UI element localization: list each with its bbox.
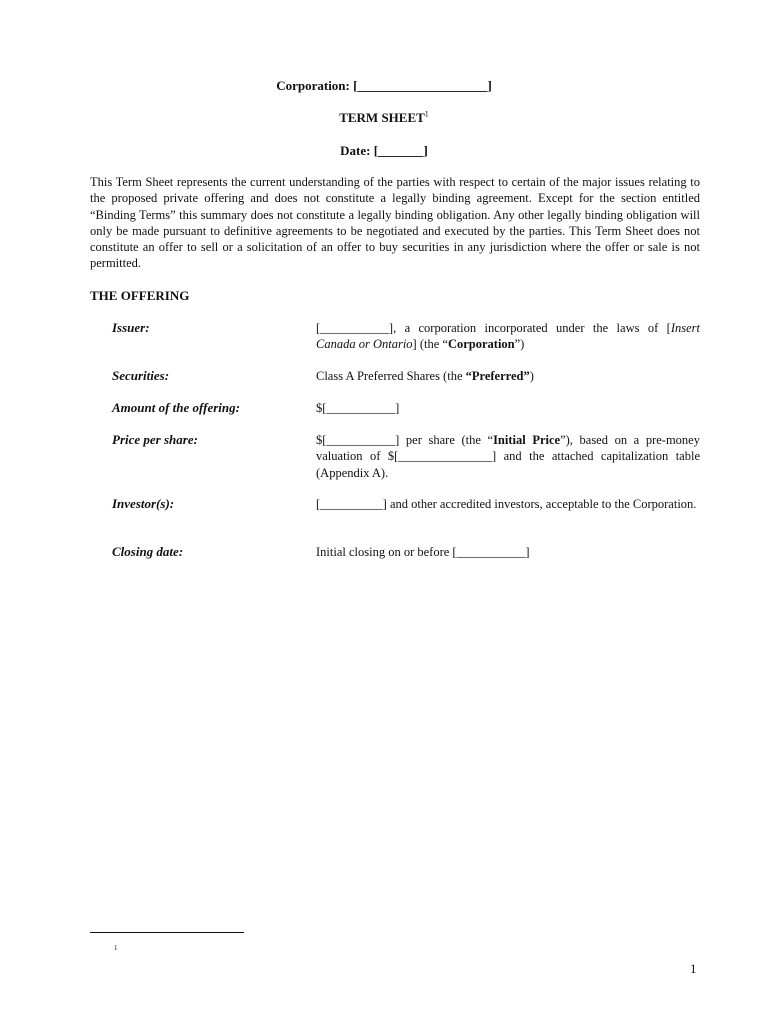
footnote-mark: 1 — [114, 944, 118, 952]
closing-value: Initial closing on or before [___________] — [316, 545, 530, 559]
title-text: TERM SHEET — [339, 110, 425, 125]
securities-value: Class A Preferred Shares (the “Preferred”) — [316, 369, 534, 383]
date-line — [0, 143, 768, 159]
amount-value: $[___________] — [316, 401, 400, 415]
investors-label: Investor(s): — [112, 496, 175, 511]
amount-label: Amount of the offering: — [112, 400, 240, 415]
corporation-line — [0, 78, 768, 94]
securities-defined-term: “Preferred” — [465, 369, 530, 383]
offering-heading: THE OFFERING — [90, 288, 190, 303]
footnote-separator — [90, 932, 244, 933]
term-sheet-title — [0, 110, 768, 126]
price-defined-term: Initial Price — [493, 433, 561, 447]
issuer-defined-term: Corporation — [447, 337, 515, 352]
date-line-text: Date: [_______] — [340, 143, 428, 158]
investors-value: [__________] and other accredited investors, acceptable to the Corporation. — [316, 497, 697, 511]
corporation-line-text: Corporation: [____________________] — [276, 78, 492, 93]
securities-label: Securities: — [112, 368, 170, 383]
intro-paragraph: This Term Sheet represents the current understanding of the parties with respect to certain of the major issues relating to the proposed private offering and does not constitute a legally binding agreement. Except for the section entitled “Binding Terms” this summary does not constitute a legally binding obligation. Any other legally binding obligation will only be made pursuant to definitive agreements to be negotiated and executed by the parties. This Term Sheet does not constitute an offer to sell or a solicitation of an offer to buy securities in any jurisdiction where the offer or sale is not permitted. — [90, 175, 700, 271]
title-footnote-ref: 1 — [424, 109, 429, 119]
price-value: $[___________] per share (the “Initial Price”), based on a pre-money valuation of $[_______________] and the attached capitalization table (Appendix A). — [316, 433, 700, 480]
issuer-value: [___________], a corporation incorporated under the laws of [Insert Canada or Ontario] (the “Corporation”) — [316, 321, 700, 352]
issuer-label: Issuer: — [112, 320, 150, 335]
price-label: Price per share: — [112, 432, 198, 447]
issuer-jurisdiction-placeholder: Insert Canada or Ontario — [316, 321, 700, 352]
closing-label: Closing date: — [112, 544, 184, 559]
page-number: 1 — [690, 961, 697, 976]
